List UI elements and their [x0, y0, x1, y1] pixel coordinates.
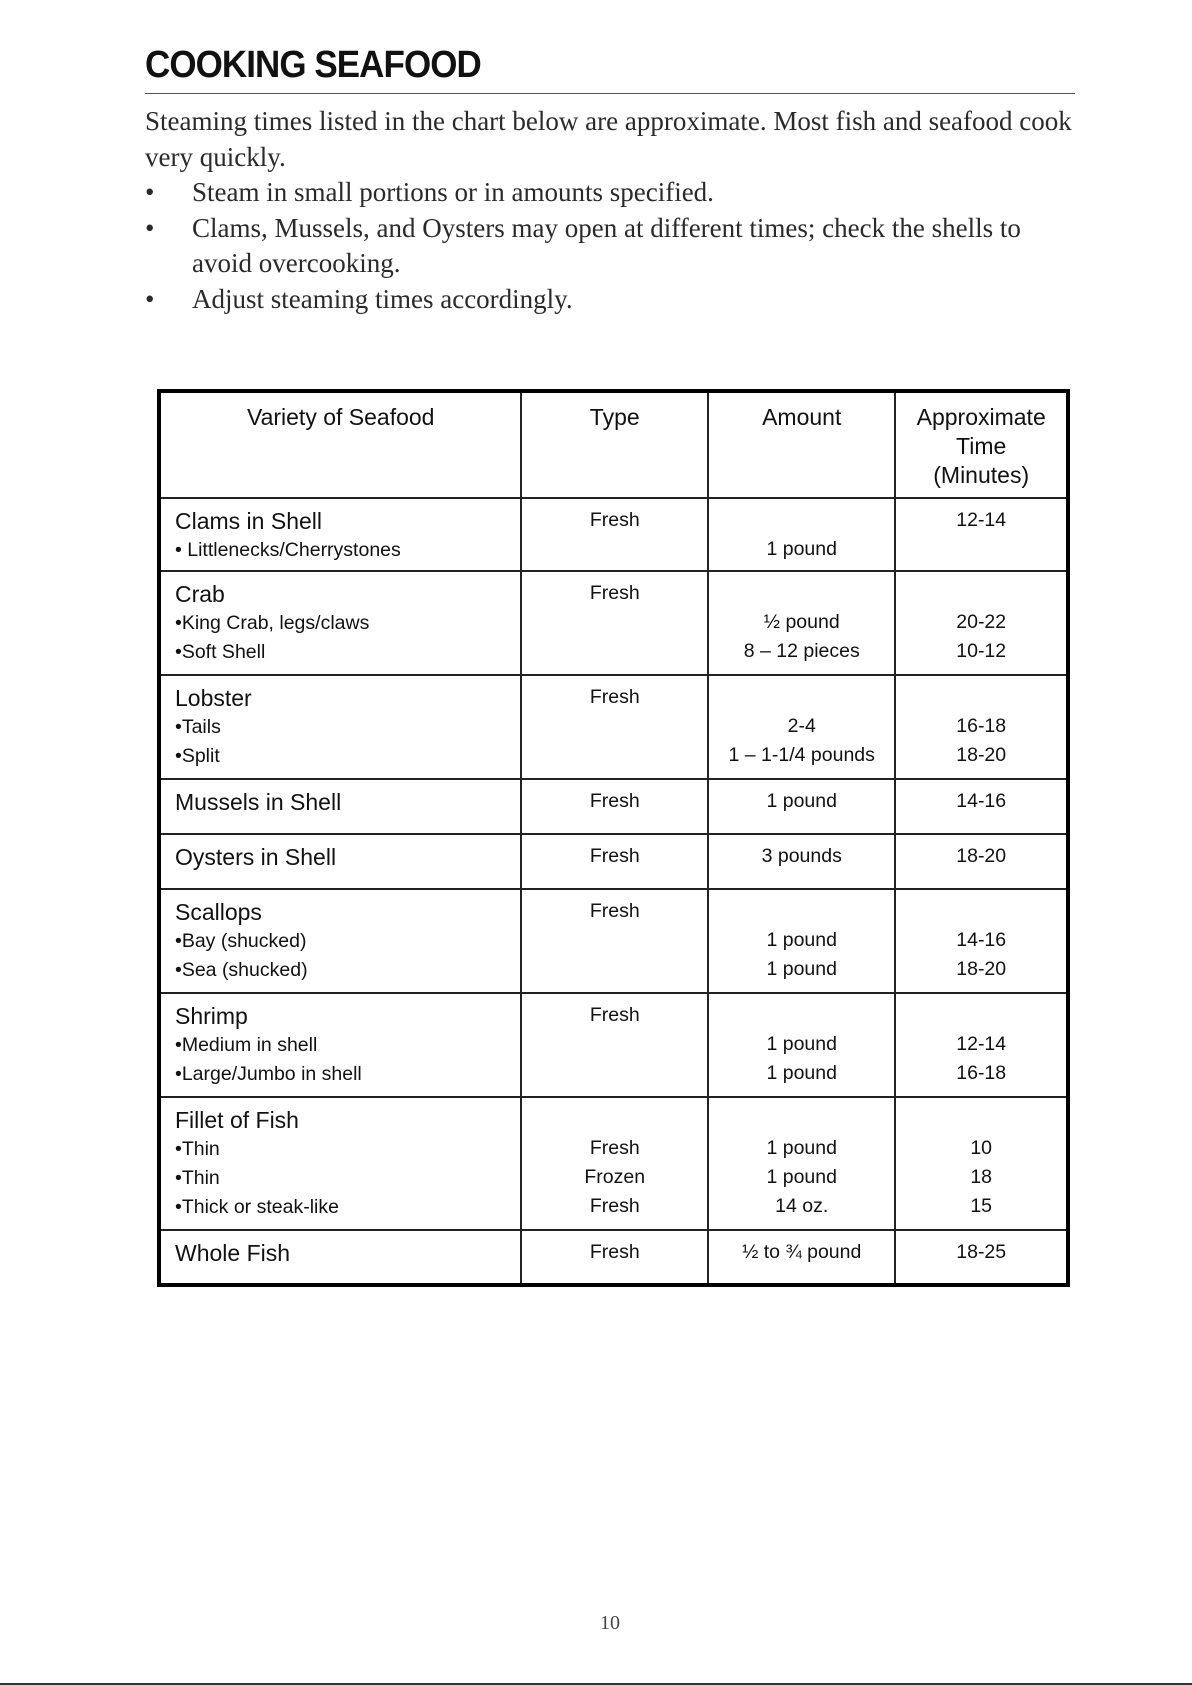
amount-cell — [708, 1097, 895, 1230]
table-body — [159, 498, 1068, 1285]
time-cell-value: 15 — [970, 1195, 993, 1217]
type-cell-value: Fresh — [589, 686, 640, 708]
tip-text: Clams, Mussels, and Oysters may open at different times; check the shells to avoid overcooking. — [192, 212, 1021, 278]
seafood-name: Lobster — [175, 685, 252, 711]
header-time-line: Time — [956, 433, 1007, 459]
type-cell-value: Fresh — [589, 845, 640, 867]
amount-cell — [708, 993, 895, 1097]
seafood-subtype: • Littlenecks/Cherrystones — [175, 539, 401, 561]
time-cell-value: 18-20 — [956, 845, 1007, 867]
amount-cell-value: ½ to ¾ pound — [742, 1241, 862, 1263]
table-row — [159, 498, 1068, 571]
time-cell-value: 16-18 — [956, 1062, 1007, 1084]
time-cell — [895, 1230, 1068, 1285]
bullet-glyph: • — [145, 283, 155, 314]
variety-cell — [159, 675, 521, 779]
amount-cell-value: 14 oz. — [775, 1195, 829, 1217]
seafood-subtype: •Split — [175, 745, 220, 767]
time-cell — [895, 779, 1068, 834]
amount-cell — [708, 889, 895, 993]
variety-cell — [159, 1097, 521, 1230]
tip-item — [145, 211, 1080, 282]
type-cell — [521, 675, 708, 779]
bullet-glyph: • — [145, 212, 155, 243]
amount-cell-value: 1 – 1-1/4 pounds — [728, 744, 875, 766]
table-row — [159, 889, 1068, 993]
amount-cell-value: 1 pound — [766, 929, 837, 951]
tip-item — [145, 175, 1080, 211]
type-cell — [521, 993, 708, 1097]
seafood-name: Crab — [175, 581, 225, 607]
amount-cell-value: 8 – 12 pieces — [743, 640, 860, 662]
amount-cell-value: 1 pound — [766, 1033, 837, 1055]
variety-cell — [159, 889, 521, 993]
type-cell-value: Fresh — [589, 790, 640, 812]
header-amount: Amount — [708, 391, 895, 498]
time-cell-value: 18-25 — [956, 1241, 1007, 1263]
amount-cell — [708, 834, 895, 889]
variety-cell — [159, 834, 521, 889]
seafood-subtype: •Soft Shell — [175, 641, 266, 663]
time-cell — [895, 498, 1068, 571]
seafood-name: Shrimp — [175, 1003, 248, 1029]
time-cell-value: 14-16 — [956, 790, 1007, 812]
time-cell-value: 10 — [970, 1137, 993, 1159]
table-row — [159, 834, 1068, 889]
time-cell-value: 18-20 — [956, 744, 1007, 766]
variety-cell — [159, 993, 521, 1097]
time-cell — [895, 675, 1068, 779]
table-row — [159, 993, 1068, 1097]
time-cell-value: 14-16 — [956, 929, 1007, 951]
table-row — [159, 779, 1068, 834]
seafood-subtype: •Thin — [175, 1167, 220, 1189]
amount-cell — [708, 779, 895, 834]
seafood-name: Clams in Shell — [175, 508, 322, 534]
header-time-line: (Minutes) — [933, 462, 1030, 488]
amount-cell-value: 1 pound — [766, 1062, 837, 1084]
seafood-name: Whole Fish — [175, 1240, 291, 1266]
seafood-subtype: •Bay (shucked) — [175, 930, 307, 952]
header-time-line: Approximate — [916, 404, 1046, 430]
seafood-subtype: •Sea (shucked) — [175, 959, 308, 981]
amount-cell-value: 3 pounds — [761, 845, 842, 867]
seafood-name: Oysters in Shell — [175, 844, 337, 870]
tip-text: Adjust steaming times accordingly. — [192, 283, 573, 314]
seafood-subtype: •Medium in shell — [175, 1034, 318, 1056]
type-cell — [521, 1097, 708, 1230]
amount-cell — [708, 675, 895, 779]
type-cell-value: Fresh — [589, 1195, 640, 1217]
time-cell — [895, 889, 1068, 993]
type-cell-value: Frozen — [584, 1166, 646, 1188]
amount-cell-value: 1 pound — [766, 1166, 837, 1188]
amount-cell — [708, 1230, 895, 1285]
type-cell — [521, 1230, 708, 1285]
time-cell — [895, 834, 1068, 889]
table-row — [159, 1097, 1068, 1230]
page-title: COOKING SEAFOOD — [145, 44, 481, 86]
type-cell-value: Fresh — [589, 582, 640, 604]
seafood-subtype: •King Crab, legs/claws — [175, 612, 370, 634]
table-row — [159, 1230, 1068, 1285]
type-cell — [521, 498, 708, 571]
seafood-subtype: •Thick or steak-like — [175, 1196, 339, 1218]
time-cell-value: 10-12 — [956, 640, 1007, 662]
amount-cell — [708, 571, 895, 675]
seafood-steaming-table — [157, 389, 1070, 1287]
time-cell-value: 12-14 — [956, 1033, 1007, 1055]
amount-cell — [708, 498, 895, 571]
table-row — [159, 571, 1068, 675]
type-cell-value: Fresh — [589, 1241, 640, 1263]
tip-text: Steam in small portions or in amounts specified. — [192, 177, 714, 207]
seafood-subtype: •Tails — [175, 716, 221, 738]
variety-cell — [159, 1230, 521, 1285]
time-cell-value: 12-14 — [956, 509, 1007, 531]
amount-cell-value: 1 pound — [766, 790, 837, 812]
time-cell — [895, 1097, 1068, 1230]
header-type: Type — [521, 391, 708, 498]
tip-item — [145, 282, 1080, 318]
variety-cell — [159, 571, 521, 675]
type-cell — [521, 834, 708, 889]
time-cell — [895, 571, 1068, 675]
amount-cell-value: 1 pound — [766, 958, 837, 980]
type-cell — [521, 779, 708, 834]
seafood-name: Scallops — [175, 899, 262, 925]
header-time — [895, 391, 1068, 498]
table-header-row — [159, 391, 1068, 498]
seafood-name: Mussels in Shell — [175, 789, 342, 815]
time-cell-value: 16-18 — [956, 715, 1007, 737]
amount-cell-value: 1 pound — [766, 1137, 837, 1159]
time-cell-value: 18-20 — [956, 958, 1007, 980]
header-variety: Variety of Seafood — [159, 391, 521, 498]
amount-cell-value: 1 pound — [766, 538, 837, 560]
type-cell-value: Fresh — [589, 509, 640, 531]
type-cell — [521, 889, 708, 993]
type-cell — [521, 571, 708, 675]
tips-list — [145, 175, 1080, 317]
amount-cell-value: ½ pound — [763, 611, 840, 633]
seafood-name: Fillet of Fish — [175, 1107, 299, 1133]
type-cell-value: Fresh — [589, 1137, 640, 1159]
table-row — [159, 675, 1068, 779]
bullet-glyph: • — [145, 177, 155, 207]
variety-cell — [159, 779, 521, 834]
type-cell-value: Fresh — [589, 1004, 640, 1026]
title-rule — [145, 93, 1075, 94]
variety-cell — [159, 498, 521, 571]
seafood-subtype: •Large/Jumbo in shell — [175, 1063, 362, 1085]
time-cell-value: 18 — [970, 1166, 993, 1188]
seafood-subtype: •Thin — [175, 1138, 220, 1160]
type-cell-value: Fresh — [589, 900, 640, 922]
page-number: 10 — [600, 1612, 620, 1634]
time-cell — [895, 993, 1068, 1097]
time-cell-value: 20-22 — [956, 611, 1007, 633]
amount-cell-value: 2-4 — [787, 715, 816, 737]
intro-paragraph: Steaming times listed in the chart below are approximate. Most fish and seafood cook very quickly. — [145, 106, 1072, 172]
